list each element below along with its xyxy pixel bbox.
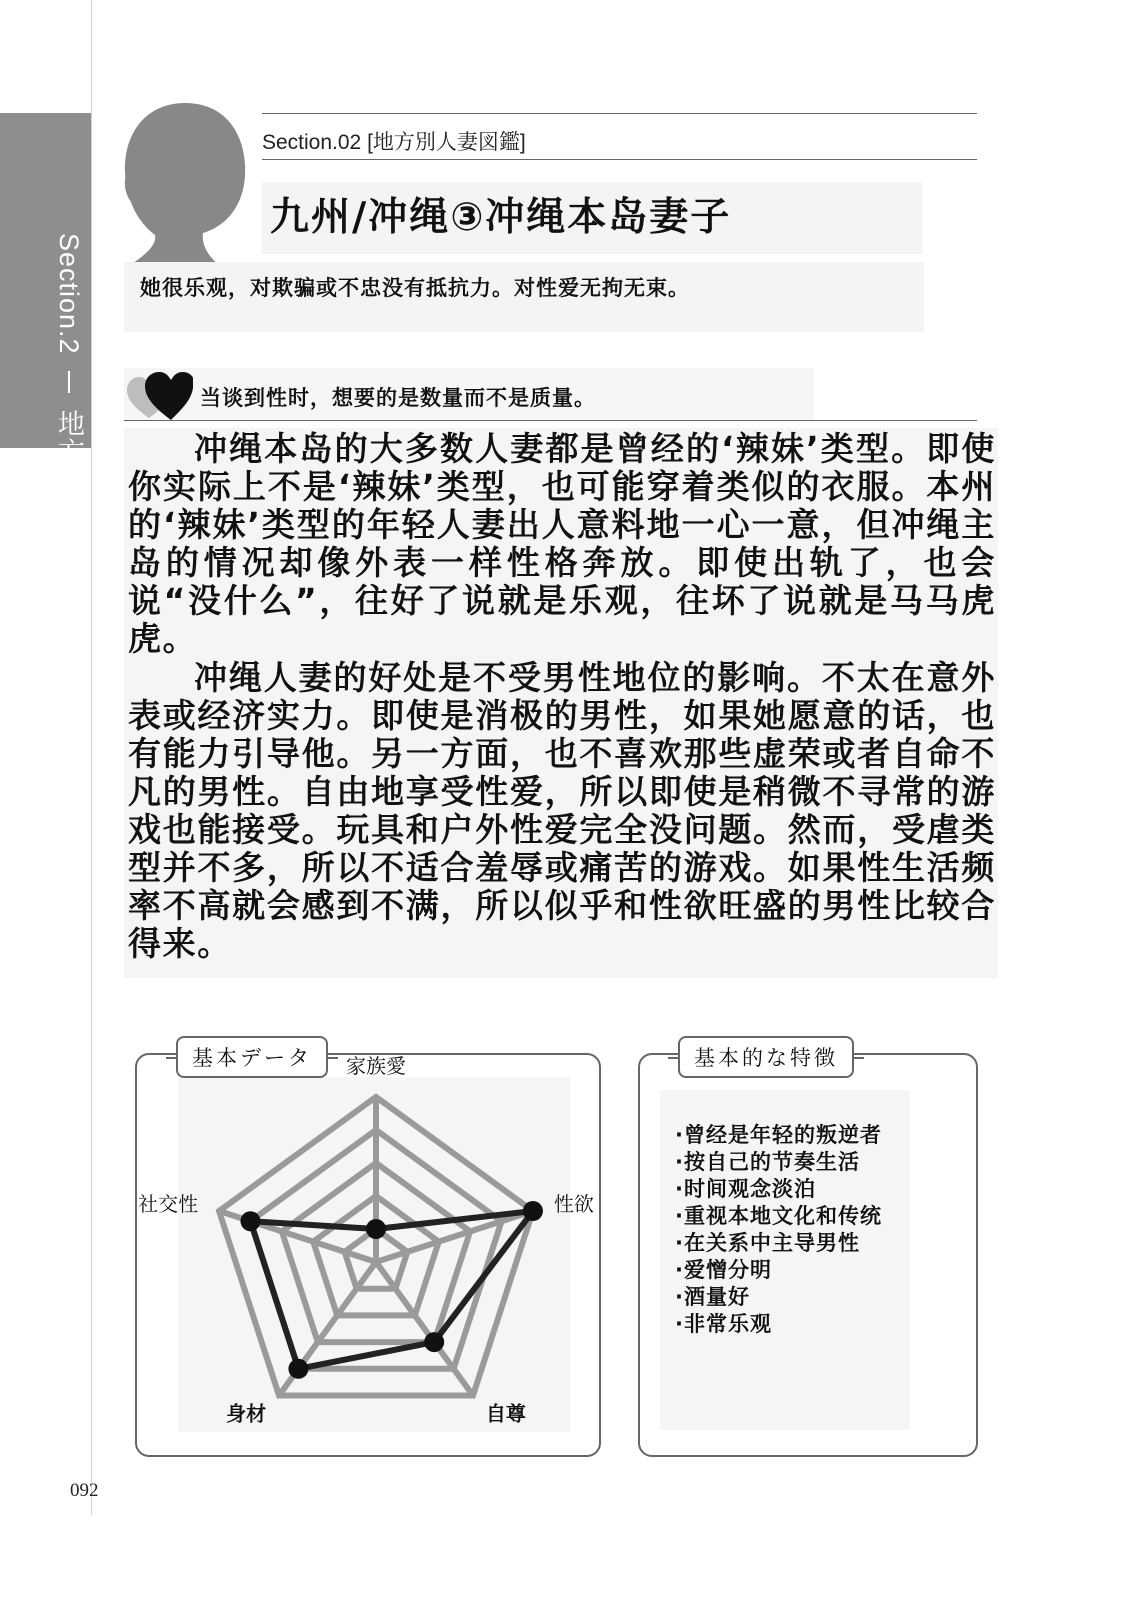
radar-axis-label: 身材 (226, 1401, 267, 1426)
radar-background (178, 1077, 570, 1432)
body-paragraph: 冲绳人妻的好处是不受男性地位的影响。不太在意外表或经济实力。即使是消极的男性，如果她愿意的话，也有能力引导他。另一方面，也不喜欢那些虚荣或者自命不凡的男性。自由地享受性爱，所以即使是稍微不寻常的游戏也能接受。玩具和户外性爱完全没问题。然而，受虐类型并不多，所以不适合羞辱或痛苦的游戏。如果性生活频率不高就会感到不满，所以似乎和性欲旺盛的男性比较合得来。 (128, 657, 996, 964)
traits-label: 基本的な特徴 (678, 1036, 854, 1078)
trait-item: ·爱憎分明 (675, 1258, 772, 1282)
trait-item: ·在关系中主导男性 (675, 1231, 860, 1255)
radar-axis-label: 自尊 (485, 1401, 526, 1426)
trait-item: ·酒量好 (675, 1285, 750, 1309)
hearts-icon (127, 372, 193, 426)
side-tab-title: 地方別人妻図鑑 (54, 409, 84, 606)
trait-item: ·按自己的节奏生活 (675, 1150, 860, 1174)
trait-item: ·时间观念淡泊 (675, 1177, 816, 1201)
article-heading: 当谈到性时，想要的是数量而不是质量。 (200, 386, 596, 410)
radar-axis-label: 家族愛 (346, 1054, 406, 1078)
traits-list (675, 1122, 882, 1338)
woman-silhouette-icon (115, 95, 255, 274)
radar-axis-label: 社交性 (138, 1192, 199, 1217)
side-tab-text (50, 233, 89, 606)
page-number: 092 (70, 1480, 99, 1501)
basic-data-label: 基本データ (176, 1036, 328, 1078)
trait-item: ·重视本地文化和传统 (675, 1204, 882, 1228)
article-body (128, 430, 996, 963)
section-side-tab (0, 113, 91, 606)
radar-axis-label: 性欲 (553, 1192, 594, 1217)
page-subtitle: 她很乐观，对欺骗或不忠没有抵抗力。对性爱无拘无束。 (140, 276, 690, 300)
trait-item: ·非常乐观 (675, 1312, 772, 1336)
side-tab-section: Section.2 (54, 233, 84, 355)
header-bottom-rule (262, 159, 977, 160)
body-paragraph: 冲绳本岛的大多数人妻都是曾经的‘辣妹’类型。即使你实际上不是‘辣妹’类型，也可能穿着类似的衣服。本州的‘辣妹’类型的年轻人妻出人意料地一心一意，但冲绳主岛的情况却像外表一样性格奔放。即使出轨了，也会说“没什么”，往好了说就是乐观，往坏了说就是马马虎虎。 (128, 429, 996, 659)
page-title: 九州/冲绳③冲绳本岛妻子 (270, 195, 732, 240)
side-tab-separator (68, 371, 70, 393)
trait-item: ·曾经是年轻的叛逆者 (675, 1123, 882, 1147)
section-label: Section.02 [地方別人妻図鑑] (262, 131, 526, 154)
header-top-rule (262, 113, 977, 114)
heading-rule (124, 420, 977, 421)
page-margin-line (91, 0, 92, 1515)
